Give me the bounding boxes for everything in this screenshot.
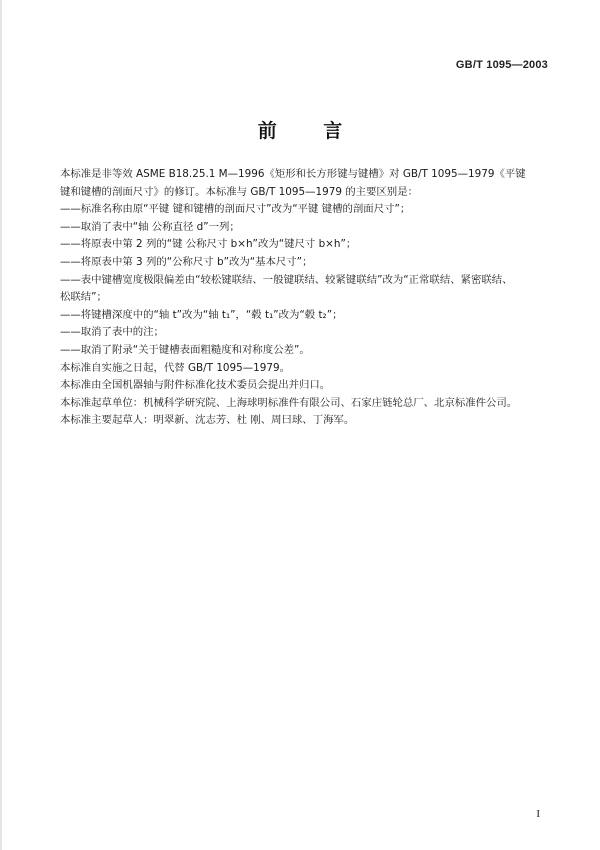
- change-item: ——取消了表中的注；: [60, 326, 164, 339]
- proposed-by: 本标准由全国机器轴与附件标准化技术委员会提出并归口。: [60, 379, 331, 392]
- page-number: I: [536, 808, 540, 820]
- standard-number: GB/T 1095—2003: [455, 59, 548, 71]
- change-item: ——将原表中第 2 列的“键 公称尺寸 b×h”改为“键尺寸 b×h”；: [60, 238, 357, 251]
- page-title: 前 言: [257, 120, 363, 142]
- change-item: ——表中键槽宽度极限偏差由“较松键联结、一般键联结、较紧键联结”改为“正常联结、紧密联结、: [60, 273, 513, 286]
- drafters: 本标准主要起草人：明翠新、沈志芳、杜 刚、周曰球、丁海军。: [60, 414, 355, 427]
- change-item: ——将键槽深度中的“轴 t”改为“轴 t₁”，“毂 t₁”改为“毂 t₂”；: [60, 308, 343, 321]
- change-item: ——取消了附录“关于键槽表面粗糙度和对称度公差”。: [60, 343, 310, 356]
- drafting-units: 本标准起草单位：机械科学研究院、上海球明标准件有限公司、石家庄链轮总厂、北京标准件公司。: [60, 396, 518, 409]
- change-item-continuation: 松联结”；: [60, 291, 107, 304]
- change-item: ——取消了表中“轴 公称直径 d”一列；: [60, 220, 240, 233]
- replace-statement: 本标准自实施之日起，代替 GB/T 1095—1979。: [60, 361, 290, 374]
- foreword-body: [60, 166, 552, 430]
- intro-line-1: 本标准是非等效 ASME B18.25.1 M—1996《矩形和长方形键与键槽》对 GB/T 1095—1979《平键: [60, 168, 526, 180]
- change-item: ——将原表中第 3 列的“公称尺寸 b”改为“基本尺寸”；: [60, 255, 313, 268]
- change-item: ——标准名称由原“平键 键和键槽的剖面尺寸”改为“平键 键槽的剖面尺寸”；: [60, 203, 411, 216]
- intro-line-2: 键和键槽的剖面尺寸》的修订。本标准与 GB/T 1095—1979 的主要区别是：: [60, 185, 418, 198]
